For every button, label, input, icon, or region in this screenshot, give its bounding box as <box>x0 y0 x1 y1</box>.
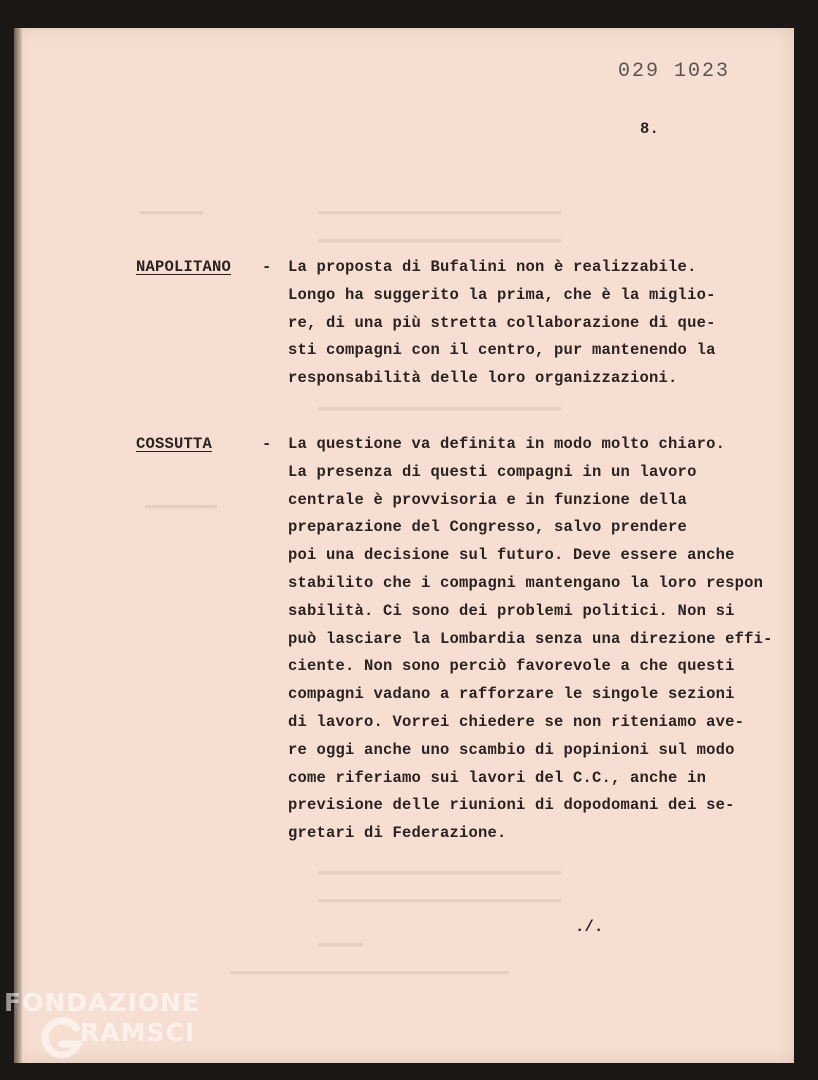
statement-line: previsione delle riunioni di dopodomani dei se- <box>288 796 735 815</box>
statement-line: re, di una più stretta collaborazione di que- <box>288 313 716 332</box>
statement-line: ciente. Non sono perciò favorevole a che questi <box>288 657 735 676</box>
statement-line: Longo ha suggerito la prima, che è la miglio- <box>288 285 716 304</box>
statement-paragraph <box>288 431 773 848</box>
statement-line: centrale è provvisoria e in funzione della <box>288 490 688 509</box>
statement-line: di lavoro. Vorrei chiedere se non riteniamo ave- <box>288 712 745 731</box>
continuation-mark: ./. <box>575 918 604 936</box>
statement-paragraph <box>288 254 716 393</box>
statement-line: stabilito che i compagni mantengano la loro respon <box>288 573 764 592</box>
statement-line: come riferiamo sui lavori del C.C., anche in <box>288 768 707 787</box>
statement-line: responsabilità delle loro organizzazioni. <box>288 369 678 388</box>
statement-line: gretari di Federazione. <box>288 824 507 843</box>
statement-line: sti compagni con il centro, pur mantenendo la <box>288 341 716 360</box>
speaker-dash: - <box>262 258 272 276</box>
archive-number-stamp: 029 1023 <box>618 60 731 83</box>
statement-line: La questione va definita in modo molto chiaro. <box>288 435 726 453</box>
statement-line: preparazione del Congresso, salvo prendere <box>288 518 688 537</box>
statement-line: sabilità. Ci sono dei problemi politici. Non si <box>288 601 735 620</box>
statement-line: poi una decisione sul futuro. Deve essere anche <box>288 546 735 565</box>
statement-line: può lasciare la Lombardia senza una direzione effi- <box>288 629 773 648</box>
page-number: 8. <box>640 120 660 138</box>
statement-line: La presenza di questi compagni in un lavoro <box>288 462 697 481</box>
statement-line: re oggi anche uno scambio di popinioni sul modo <box>288 740 735 759</box>
statement-line: La proposta di Bufalini non è realizzabile. <box>288 258 697 276</box>
speaker-name: COSSUTTA <box>136 435 213 453</box>
statement-line: compagni vadano a rafforzare le singole sezioni <box>288 685 735 704</box>
watermark-line-2: RAMSCI <box>80 1018 196 1047</box>
speaker-dash: - <box>262 435 272 453</box>
page-binding-edge <box>14 28 22 1063</box>
watermark-line-1: FONDAZIONE <box>4 988 201 1017</box>
speaker-name: NAPOLITANO <box>136 258 232 276</box>
